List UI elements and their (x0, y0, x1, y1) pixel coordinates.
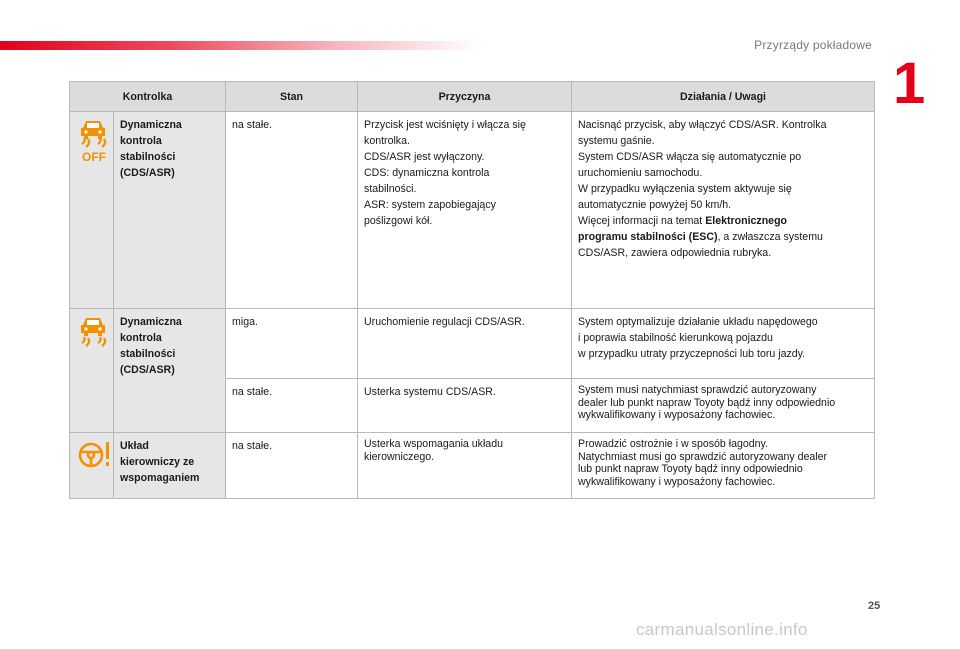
section-title: Przyrządy pokładowe (754, 38, 872, 52)
cause-cell: Uruchomienie regulacji CDS/ASR. (358, 309, 572, 379)
reference-line: Więcej informacji na temat Elektronicznego (578, 215, 788, 227)
table-row (70, 309, 875, 379)
cds-asr-icon (76, 314, 112, 350)
indicator-name: stabilności (120, 348, 176, 360)
header-accent-bar (0, 41, 480, 50)
chapter-number: 1 (893, 51, 926, 116)
state-cell: miga. (226, 309, 358, 379)
reference-line: CDS/ASR, zawiera odpowiednia rubryka. (578, 247, 772, 259)
indicator-name: Dynamiczna (120, 316, 182, 328)
column-header-przyczyna: Przyczyna (358, 82, 572, 112)
indicator-name: (CDS/ASR) (120, 167, 175, 179)
cause-cell: Przycisk jest wciśnięty i włącza się kontrolka. CDS/ASR jest wyłączony. CDS: dynamiczna kontrola stabilności. ASR: system zapobiegający poślizgowi kół. (358, 112, 572, 309)
action-cell: Prowadzić ostrożnie i w sposób łagodny. Natychmiast musi go sprawdzić autoryzowany dealer lub punkt napraw Toyoty bądź inny odpowiednio wykwalifikowany i wyposażony fachowiec. (572, 433, 875, 499)
indicator-name: kontrola (120, 135, 162, 147)
indicator-name: Dynamiczna (120, 119, 182, 131)
cause-cell: Usterka systemu CDS/ASR. (358, 379, 572, 433)
indicator-name: stabilności (120, 151, 176, 163)
indicator-name: kontrola (120, 332, 162, 344)
cds-asr-off-icon (76, 117, 112, 163)
action-cell: System optymalizuje działanie układu napędowego i poprawia stabilność kierunkową pojazdu w przypadku utraty przyczepności lub toru jazdy. (572, 309, 875, 379)
state-cell: na stałe. (226, 112, 358, 309)
state-cell: na stałe. (226, 379, 358, 433)
column-header-kontrolka: Kontrolka (70, 82, 226, 112)
state-cell: na stałe. (226, 433, 358, 499)
column-header-dzialania: Działania / Uwagi (572, 82, 875, 112)
table-row (70, 433, 875, 499)
column-header-stan: Stan (226, 82, 358, 112)
table-header-row (70, 82, 875, 112)
indicator-name: wspomaganiem (120, 472, 200, 484)
svg-text:OFF: OFF (82, 150, 106, 163)
power-steering-warning-icon (76, 438, 112, 472)
action-cell: System musi natychmiast sprawdzić autoryzowany dealer lub punkt napraw Toyoty bądź inny odpowiednio wykwalifikowany i wyposażony fachowiec. (572, 379, 875, 433)
indicator-name: (CDS/ASR) (120, 364, 175, 376)
indicator-name: kierowniczy ze (120, 456, 195, 468)
action-cell: Nacisnąć przycisk, aby włączyć CDS/ASR. Kontrolka systemu gaśnie. System CDS/ASR włącza się automatycznie po uruchomieniu samochodu. W przypadku wyłączenia system aktywuje się automatycznie powyżej 50 km/h. Więcej informacji na temat Elektronicznego programu stabilności (ESC), a zwłaszcza systemu CDS/ASR, zawiera odpowiednia rubryka. (572, 112, 875, 309)
reference-line: programu stabilności (ESC), a zwłaszcza systemu (578, 231, 823, 243)
page-number: 25 (868, 600, 881, 612)
watermark: carmanualsonline.info (636, 620, 808, 639)
cause-cell: Usterka wspomagania układu kierowniczego. (358, 433, 572, 499)
table-row (70, 112, 875, 309)
indicator-name: Układ (120, 440, 149, 452)
warning-lights-table (69, 81, 875, 499)
